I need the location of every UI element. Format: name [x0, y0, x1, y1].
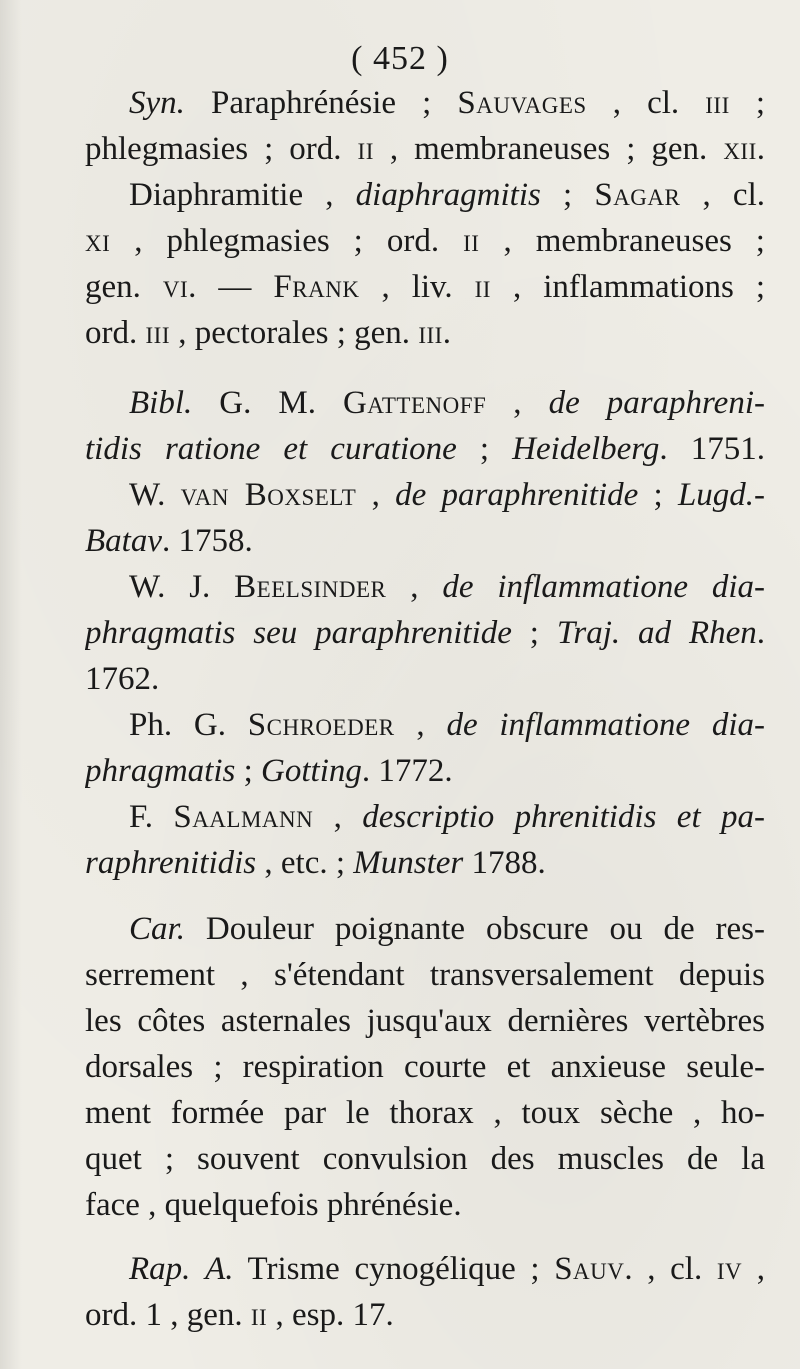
text-run: , [742, 1251, 765, 1287]
italic-run: Rap. [129, 1251, 191, 1287]
small-caps-run: Sauv [554, 1251, 625, 1287]
text-line [85, 840, 765, 886]
text-run: Douleur poignante obscure ou de res- [184, 911, 765, 947]
text-run: gen. [85, 269, 163, 305]
synonymy-paragraph [85, 80, 765, 356]
small-caps-run: iv [716, 1251, 743, 1287]
text-line [85, 564, 765, 610]
italic-run: Traj. ad Rhen [556, 615, 757, 651]
italic-run: Heidelberg [512, 431, 660, 467]
text-line [85, 1182, 765, 1228]
text-run: ord. 1 , gen. [85, 1297, 251, 1333]
text-run: ; [638, 477, 678, 513]
text-run: . [756, 131, 765, 167]
text-run: G. M. [192, 385, 343, 421]
text-run: W. J. [129, 569, 235, 605]
italic-run: A. [205, 1251, 234, 1287]
italic-run: Car. [129, 911, 185, 947]
text-run: . 1772. [361, 753, 453, 789]
text-line [85, 218, 765, 264]
text-run: quet ; souvent convulsion des muscles de la [85, 1141, 765, 1177]
text-run: , [486, 385, 549, 421]
small-caps-run: Schroeder [247, 707, 395, 743]
text-run: , [394, 707, 447, 743]
text-line [85, 310, 765, 356]
text-run: les côtes asternales jusqu'aux dernières vertèbres [85, 1003, 765, 1039]
italic-run: Bibl. [129, 385, 193, 421]
text-line [85, 656, 765, 702]
text-run: ; [729, 85, 765, 121]
text-run: . [442, 315, 452, 351]
small-caps-run: Sauvages [457, 85, 587, 121]
text-run: , [356, 477, 396, 513]
bibliography-paragraph [85, 380, 765, 886]
text-run: face , quelquefois phrénésie. [85, 1187, 462, 1223]
text-run: Ph. G. [129, 707, 248, 743]
text-run: 1788. [463, 845, 546, 881]
text-run: , [313, 799, 363, 835]
italic-run: Munster [353, 845, 464, 881]
text-run: F. [129, 799, 174, 835]
small-caps-run: ii [474, 269, 491, 305]
text-line [85, 702, 765, 748]
text-run: , esp. 17. [267, 1297, 394, 1333]
small-caps-run: ii [463, 223, 480, 259]
italic-run: diaphragmitis [355, 177, 541, 213]
italic-run: Lugd.- [677, 477, 765, 513]
text-run: W. [129, 477, 181, 513]
italic-run: descriptio phrenitidis et pa- [362, 799, 765, 835]
italic-run: de inflammatione dia- [442, 569, 765, 605]
small-caps-run: xii [723, 131, 757, 167]
text-line [85, 906, 765, 952]
text-run: . 1758. [161, 523, 253, 559]
italic-run: de paraphreni- [548, 385, 765, 421]
italic-run: de paraphrenitide [395, 477, 639, 513]
italic-run: tidis ratione et curatione [85, 431, 457, 467]
text-run: , [386, 569, 443, 605]
italic-run: phragmatis [85, 753, 236, 789]
text-run: , membraneuses ; [479, 223, 765, 259]
small-caps-run: Saalmann [173, 799, 314, 835]
text-line [85, 1292, 765, 1338]
text-run: ment formée par le thorax , toux sèche , ho- [85, 1095, 765, 1131]
text-run: . — [188, 269, 274, 305]
small-caps-run: Beelsinder [234, 569, 387, 605]
italic-run: raphrenitidis [85, 845, 257, 881]
text-run: , liv. [359, 269, 475, 305]
text-line [85, 748, 765, 794]
italic-run: Batav [85, 523, 162, 559]
small-caps-run: van Boxselt [180, 477, 357, 513]
text-run: , cl. [586, 85, 706, 121]
text-run: , membraneuses ; gen. [373, 131, 724, 167]
small-caps-run: iii [145, 315, 170, 351]
text-run: , phlegmasies ; ord. [110, 223, 464, 259]
text-run: phlegmasies ; ord. [85, 131, 358, 167]
small-caps-run: Gattenoff [342, 385, 487, 421]
text-run: dorsales ; respiration courte et anxieuse seule- [85, 1049, 765, 1085]
text-run: Paraphrénésie ; [184, 85, 458, 121]
text-line [85, 172, 765, 218]
text-run [190, 1251, 205, 1287]
text-run: ; [511, 615, 557, 651]
text-line [85, 1246, 765, 1292]
text-line [85, 952, 765, 998]
text-run: ord. [85, 315, 146, 351]
text-line [85, 998, 765, 1044]
small-caps-run: Frank [273, 269, 360, 305]
text-line [85, 794, 765, 840]
text-line [85, 610, 765, 656]
text-run: , pectorales ; gen. [169, 315, 419, 351]
text-line [85, 380, 765, 426]
small-caps-run: Sagar [594, 177, 681, 213]
text-run: , inflammations ; [490, 269, 765, 305]
text-run: ; [235, 753, 262, 789]
text-run: . 1751. [659, 431, 765, 467]
italic-run: de inflammatione dia- [446, 707, 765, 743]
small-caps-run: xi [85, 223, 111, 259]
small-caps-run: iii [418, 315, 443, 351]
relations-paragraph [85, 1246, 765, 1338]
text-line [85, 1044, 765, 1090]
text-run: . , cl. [624, 1251, 717, 1287]
italic-run: Gotting [261, 753, 362, 789]
small-caps-run: ii [250, 1297, 268, 1333]
text-line [85, 518, 765, 564]
text-run: . [756, 615, 765, 651]
text-line [85, 126, 765, 172]
text-run: , etc. ; [256, 845, 354, 881]
text-run: Trisme cynogélique ; [233, 1251, 555, 1287]
italic-run: phragmatis seu paraphrenitide [85, 615, 512, 651]
text-line [85, 1136, 765, 1182]
text-run: Diaphramitie , [129, 177, 356, 213]
small-caps-run: ii [357, 131, 374, 167]
text-run: 1762. [85, 661, 160, 697]
italic-run: Syn. [129, 85, 185, 121]
text-line [85, 1090, 765, 1136]
small-caps-run: vi [162, 269, 189, 305]
text-run: ; [456, 431, 513, 467]
text-run: ; [540, 177, 595, 213]
characteristics-paragraph [85, 906, 765, 1228]
page-gutter-shadow [0, 0, 22, 1369]
text-run: serrement , s'étendant transversalement depuis [85, 957, 765, 993]
text-line [85, 264, 765, 310]
page-number: ( 452 ) [351, 40, 449, 77]
text-run: , cl. [680, 177, 765, 213]
text-line [85, 472, 765, 518]
small-caps-run: iii [705, 85, 730, 121]
text-line [85, 426, 765, 472]
text-line [85, 80, 765, 126]
